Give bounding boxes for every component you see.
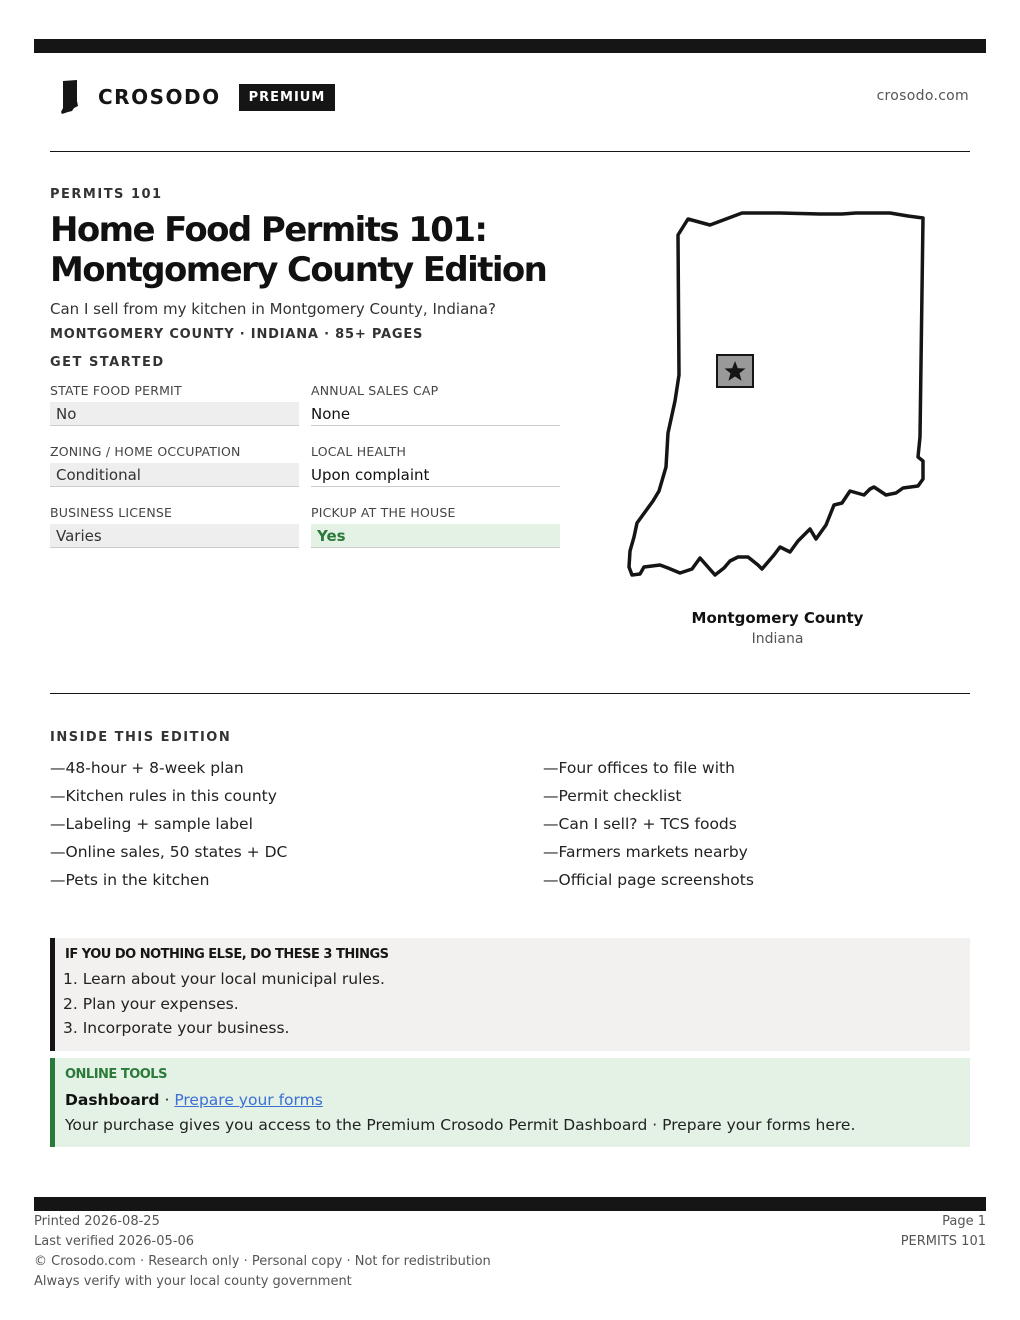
header-divider: [50, 151, 970, 152]
fact-state-food-permit: [50, 382, 299, 443]
fact-value: Upon complaint: [311, 463, 560, 487]
printed-date: Printed 2026-08-25: [34, 1214, 160, 1229]
list-item: —Permit checklist: [543, 787, 682, 805]
fact-label: LOCAL HEALTH: [311, 444, 407, 459]
premium-badge: PREMIUM: [239, 84, 336, 111]
section-divider: [50, 693, 970, 694]
bottom-bar: [34, 1197, 986, 1211]
fact-label: STATE FOOD PERMIT: [50, 383, 182, 398]
indiana-outline: [629, 213, 923, 575]
fact-label: BUSINESS LICENSE: [50, 505, 173, 520]
inside-list-right: [543, 757, 983, 897]
fact-label: ANNUAL SALES CAP: [311, 383, 439, 398]
fact-value: Conditional: [50, 463, 299, 487]
todo-item: 3. Incorporate your business.: [63, 1019, 290, 1037]
brand[interactable]: [60, 80, 335, 114]
dashboard-label: Dashboard: [65, 1091, 160, 1109]
page-subtitle: Can I sell from my kitchen in Montgomery County, Indiana?: [50, 300, 496, 318]
disclaimer: Always verify with your local county government: [34, 1274, 352, 1289]
fact-annual-sales-cap: [311, 382, 560, 443]
top-bar: [34, 39, 986, 53]
map-county-name: Montgomery County: [691, 609, 864, 627]
fact-business-license: [50, 504, 299, 565]
inside-heading: INSIDE THIS EDITION: [50, 730, 232, 745]
list-item: —Can I sell? + TCS foods: [543, 815, 737, 833]
list-item: —Pets in the kitchen: [50, 871, 210, 889]
footer-right: [901, 1212, 986, 1252]
copyright: © Crosodo.com · Research only · Personal copy · Not for redistribution: [34, 1254, 491, 1269]
page-number: Page 1: [942, 1214, 986, 1229]
list-item: —48-hour + 8-week plan: [50, 759, 244, 777]
tools-dashboard-line: [65, 1088, 970, 1114]
list-item: —Online sales, 50 states + DC: [50, 843, 288, 861]
list-item: —Farmers markets nearby: [543, 843, 748, 861]
site-url[interactable]: crosodo.com: [876, 88, 969, 104]
inside-list-left: [50, 757, 490, 897]
fact-value: No: [50, 402, 299, 426]
todo-item: 1. Learn about your local municipal rules.: [63, 970, 385, 988]
fact-zoning: [50, 443, 299, 504]
fact-value: Yes: [311, 524, 560, 548]
list-item: —Official page screenshots: [543, 871, 754, 889]
title-line-2: Montgomery County Edition: [50, 250, 547, 290]
get-started-heading: GET STARTED: [50, 355, 165, 370]
indiana-map: [620, 205, 935, 585]
list-item: —Kitchen rules in this county: [50, 787, 277, 805]
fact-local-health: [311, 443, 560, 504]
footer-section: PERMITS 101: [900, 1234, 986, 1249]
fact-label: ZONING / HOME OCCUPATION: [50, 444, 241, 459]
list-item: —Four offices to file with: [543, 759, 735, 777]
fact-label: PICKUP AT THE HOUSE: [311, 505, 456, 520]
section-kicker: PERMITS 101: [50, 187, 163, 202]
prepare-forms-link[interactable]: Prepare your forms: [174, 1091, 323, 1109]
todo-title: IF YOU DO NOTHING ELSE, DO THESE 3 THINGS: [65, 947, 389, 962]
fact-value: None: [311, 402, 560, 426]
todo-callout: [50, 938, 970, 1051]
brand-name: CROSODO: [98, 85, 221, 109]
tools-description: Your purchase gives you access to the Premium Crosodo Permit Dashboard · Prepare your forms here.: [65, 1116, 856, 1134]
facts-grid: [50, 382, 560, 565]
online-tools-callout: [50, 1058, 970, 1147]
map-state-name: Indiana: [751, 631, 804, 647]
page-title: [50, 210, 610, 290]
fact-value: Varies: [50, 524, 299, 548]
tools-title: ONLINE TOOLS: [65, 1067, 167, 1082]
fact-pickup-at-house: [311, 504, 560, 565]
todo-item: 2. Plan your expenses.: [63, 994, 239, 1013]
verified-date: Last verified 2026-05-06: [34, 1234, 194, 1249]
edition-meta: MONTGOMERY COUNTY · INDIANA · 85+ PAGES: [50, 327, 424, 342]
indiana-state-icon: [60, 80, 80, 114]
list-item: —Labeling + sample label: [50, 815, 253, 833]
title-line-1: Home Food Permits 101:: [50, 210, 487, 250]
tools-separator: ·: [159, 1091, 175, 1109]
footer-left: [34, 1212, 491, 1292]
